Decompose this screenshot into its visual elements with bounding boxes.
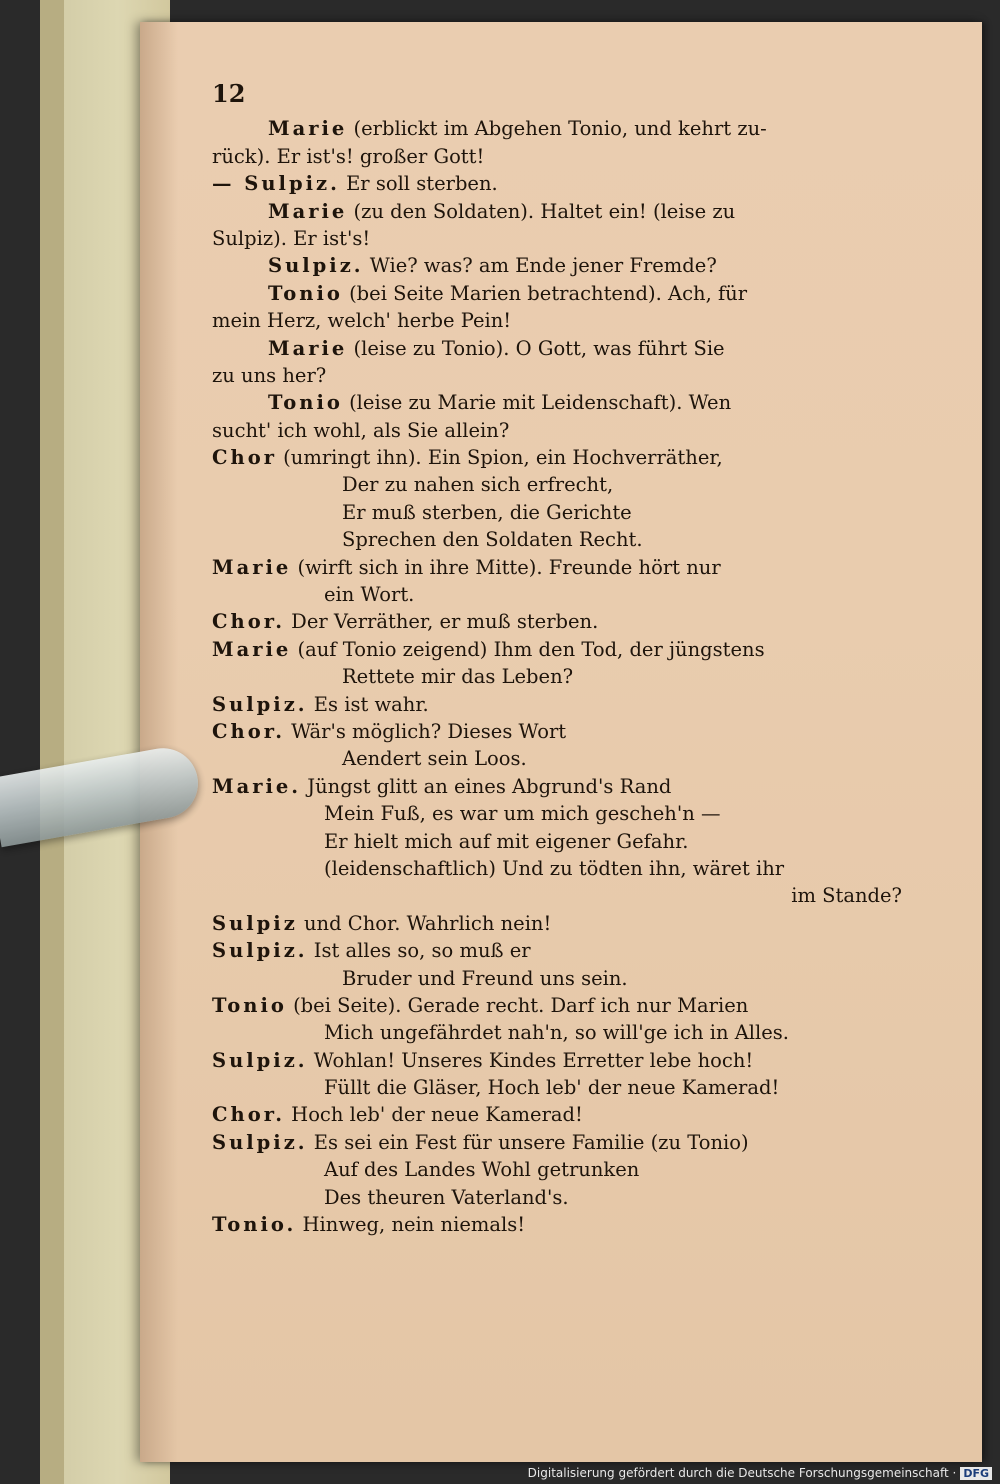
line-text: (leidenschaftlich) Und zu tödten ihn, wäret ihr — [324, 856, 785, 880]
line-text: Aendert sein Loos. — [342, 747, 527, 771]
speaker-name: Tonio — [268, 391, 343, 415]
speaker-name: Sulpiz. — [212, 692, 308, 716]
line-text: (leise zu Tonio). O Gott, was führt Sie — [347, 336, 725, 360]
speaker-name: Sulpiz — [212, 911, 298, 935]
text-line — [212, 663, 902, 690]
text-line — [212, 581, 902, 608]
footer-text: Digitalisierung gefördert durch die Deutsche Forschungsgemeinschaft · — [527, 1466, 957, 1480]
digitization-footer — [528, 1466, 992, 1480]
line-text: Auf des Landes Wohl getrunken — [324, 1158, 640, 1182]
text-line — [212, 882, 902, 909]
line-text: (umringt ihn). Ein Spion, ein Hochverräther, — [276, 446, 723, 470]
page-edge-bar — [40, 0, 64, 1484]
speaker-name: Marie. — [212, 774, 302, 798]
speaker-name: Sulpiz. — [212, 1130, 308, 1154]
line-text: (erblickt im Abgehen Tonio, und kehrt zu- — [347, 117, 767, 141]
line-text: im Stande? — [791, 884, 902, 908]
line-text: Sulpiz). Er ist's! — [212, 226, 371, 250]
speaker-name: Tonio — [268, 281, 343, 305]
line-text: und Chor. Wahrlich nein! — [297, 911, 552, 935]
text-line — [212, 992, 902, 1019]
line-text: Rettete mir das Leben? — [342, 665, 574, 689]
line-text: (auf Tonio zeigend) Ihm den Tod, der jüngstens — [291, 637, 765, 661]
line-text: Des theuren Vaterland's. — [324, 1185, 569, 1209]
line-text: (wirft sich in ihre Mitte). Freunde hört nur — [291, 555, 721, 579]
text-lines — [212, 115, 902, 1238]
line-text: Jüngst glitt an eines Abgrund's Rand — [301, 774, 672, 798]
text-line — [212, 1184, 902, 1211]
speaker-name: — Sulpiz. — [212, 172, 340, 196]
line-text: Er hielt mich auf mit eigener Gefahr. — [324, 829, 689, 853]
speaker-name: Tonio — [212, 993, 287, 1017]
text-line — [212, 471, 902, 498]
speaker-name: Chor. — [212, 610, 285, 634]
text-line — [212, 307, 902, 334]
text-line — [212, 115, 902, 142]
line-text: Mich ungefährdet nah'n, so will'ge ich in Alles. — [324, 1021, 790, 1045]
line-text: sucht' ich wohl, als Sie allein? — [212, 418, 510, 442]
text-line — [212, 554, 902, 581]
text-line — [212, 855, 902, 882]
text-line — [212, 608, 902, 635]
speaker-name: Chor — [212, 446, 277, 470]
text-line — [212, 198, 902, 225]
text-line — [212, 389, 902, 416]
line-text: Wohlan! Unseres Kindes Erretter lebe hoch! — [307, 1048, 754, 1072]
text-line — [212, 252, 902, 279]
text-line — [212, 1074, 902, 1101]
text-line — [212, 745, 902, 772]
speaker-name: Sulpiz. — [212, 1048, 308, 1072]
page-text — [212, 80, 902, 1238]
line-text: Der Verräther, er muß sterben. — [284, 610, 599, 634]
text-line — [212, 1019, 902, 1046]
text-line — [212, 170, 902, 197]
text-line — [212, 965, 902, 992]
text-line — [212, 636, 902, 663]
line-text: Füllt die Gläser, Hoch leb' der neue Kamerad! — [324, 1076, 780, 1100]
speaker-name: Tonio. — [212, 1213, 297, 1237]
line-text: Er soll sterben. — [339, 172, 498, 196]
text-line — [212, 691, 902, 718]
text-line — [212, 910, 902, 937]
line-text: (bei Seite Marien betrachtend). Ach, für — [342, 281, 748, 305]
line-text: mein Herz, welch' herbe Pein! — [212, 309, 512, 333]
speaker-name: Marie — [212, 637, 292, 661]
speaker-name: Sulpiz. — [268, 254, 364, 278]
text-line — [212, 1129, 902, 1156]
text-line — [212, 773, 902, 800]
dfg-logo: DFG — [960, 1467, 992, 1480]
line-text: (leise zu Marie mit Leidenschaft). Wen — [342, 391, 732, 415]
line-text: Er muß sterben, die Gerichte — [342, 500, 632, 524]
speaker-name: Chor. — [212, 720, 285, 743]
speaker-name: Marie — [268, 117, 348, 141]
page-gutter-shadow — [140, 22, 178, 1462]
text-line — [212, 1047, 902, 1074]
text-line — [212, 800, 902, 827]
line-text: ein Wort. — [324, 583, 415, 607]
text-line — [212, 225, 902, 252]
line-text: zu uns her? — [212, 363, 327, 387]
line-text: (bei Seite). Gerade recht. Darf ich nur Marien — [286, 993, 749, 1017]
text-line — [212, 143, 902, 170]
text-line — [212, 1211, 902, 1238]
line-text: Der zu nahen sich erfrecht, — [342, 473, 614, 497]
text-line — [212, 526, 902, 553]
line-text: Hoch leb' der neue Kamerad! — [284, 1103, 583, 1127]
line-text: Mein Fuß, es war um mich gescheh'n — — [324, 802, 721, 826]
text-line — [212, 718, 902, 745]
page-number: 12 — [212, 79, 246, 108]
speaker-name: Marie — [212, 555, 292, 579]
text-line — [212, 417, 902, 444]
text-line — [212, 362, 902, 389]
speaker-name: Chor. — [212, 1103, 285, 1127]
text-line — [212, 937, 902, 964]
text-line — [212, 1101, 902, 1128]
line-text: Es sei ein Fest für unsere Familie (zu Tonio) — [307, 1130, 749, 1154]
speaker-name: Sulpiz. — [212, 939, 308, 963]
line-text: Es ist wahr. — [307, 692, 429, 716]
text-line — [212, 280, 902, 307]
line-text: Ist alles so, so muß er — [307, 939, 531, 963]
text-line — [212, 1156, 902, 1183]
line-text: Sprechen den Soldaten Recht. — [342, 528, 643, 552]
line-text: Wie? was? am Ende jener Fremde? — [363, 254, 717, 278]
line-text: Wär's möglich? Dieses Wort — [284, 720, 567, 743]
line-text: rück). Er ist's! großer Gott! — [212, 144, 485, 168]
text-line — [212, 828, 902, 855]
line-text: (zu den Soldaten). Haltet ein! (leise zu — [347, 199, 736, 223]
text-line — [212, 499, 902, 526]
speaker-name: Marie — [268, 199, 348, 223]
text-line — [212, 335, 902, 362]
text-line — [212, 444, 902, 471]
line-text: Hinweg, nein niemals! — [296, 1213, 526, 1237]
line-text: Bruder und Freund uns sein. — [342, 966, 628, 990]
speaker-name: Marie — [268, 336, 348, 360]
